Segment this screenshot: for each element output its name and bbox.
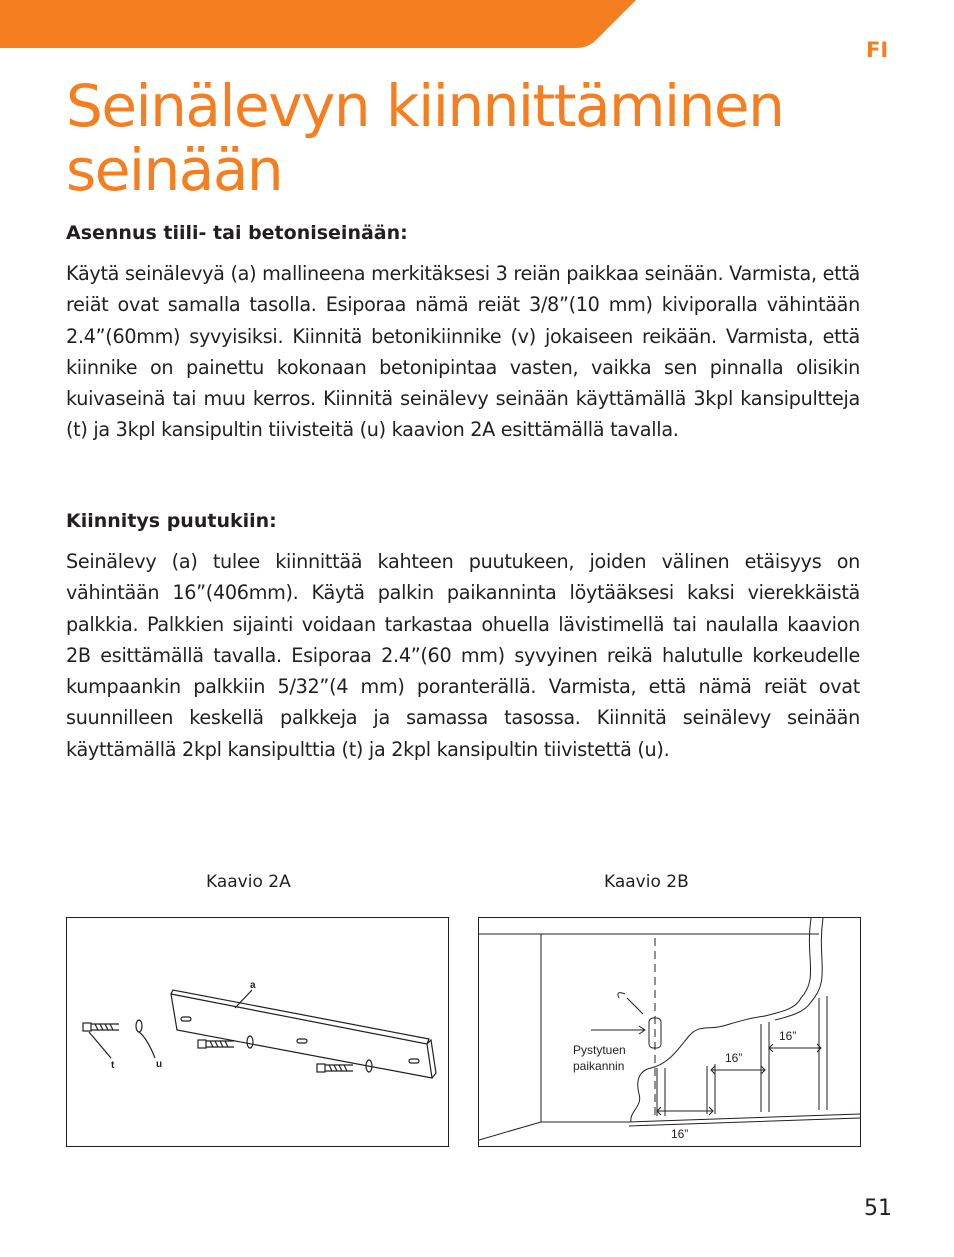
page-title: Seinälevyn kiinnittäminen seinään <box>66 72 784 204</box>
bolt-1 <box>83 1023 119 1031</box>
section-heading-wood: Kiinnitys puutukiin: <box>66 510 277 532</box>
figure-2b-caption: Kaavio 2B <box>604 872 689 892</box>
stud-finder-label-2: paikannin <box>573 1059 625 1073</box>
figure-2b <box>478 917 861 1147</box>
label-bolt-t: t <box>111 1060 115 1071</box>
wall-plate-illustration <box>67 918 448 1146</box>
dimension-label-1: 16” <box>779 1029 797 1043</box>
language-tag: FI <box>866 38 889 62</box>
header-accent-bar <box>0 0 640 48</box>
page-number: 51 <box>864 1196 892 1221</box>
section-text-wood: Seinälevy (a) tulee kiinnittää kahteen puutukeen, joiden välinen etäisyys on vähintään 16”(406mm). Käytä palkin paikanninta löytääksesi kaksi vierekkäistä palkkia. Palkkien sijainti voidaan tarkastaa ohuella lävistimellä tai naulalla kaavion 2B esittämällä tavalla. Esiporaa 2.4”(60 mm) syvyinen reikä halutulle korkeudelle kumpaankin palkkiin 5/32”(4 mm) poranterällä. Varmista, että nämä reiät ovat suunnilleen keskellä palkkeja ja samassa tasossa. Kiinnitä seinälevy seinään käyttämällä 2kpl kansipulttia (t) ja 2kpl kansipultin tiivistettä (u). <box>66 550 860 761</box>
section-text-brick: Käytä seinälevyä (a) mallineena merkitäksesi 3 reiän paikkaa seinään. Varmista, että reiät ovat samalla tasolla. Esiporaa nämä reiät 3/8”(10 mm) kiviporalla vähintään 2.4”(60mm) syvyisiksi. Kiinnitä betonikiinnike (v) jokaiseen reikään. Varmista, että kiinnike on painettu kokonaan betonipintaa vasten, vaikka sen pinnalla olisikin kuivaseinä tai muu kerros. Kiinnitä seinälevy seinään käyttämällä 3kpl kansipultteja (t) ja 3kpl kansipultin tiivisteitä (u) kaavion 2A esittämällä tavalla. <box>66 262 860 442</box>
figure-2a-caption: Kaavio 2A <box>206 872 291 892</box>
stud-finder-illustration <box>479 918 860 1146</box>
label-washer-u: u <box>156 1059 163 1070</box>
wall-plate-shape <box>171 994 432 1078</box>
label-plate-a: a <box>250 980 256 991</box>
drywall-edge <box>631 918 811 1122</box>
stud-finder-label-1: Pystytuen <box>573 1043 626 1057</box>
dimension-label-2: 16” <box>725 1051 743 1065</box>
section-heading-brick: Asennus tiili- tai betoniseinään: <box>66 222 408 244</box>
nail-icon <box>618 993 643 1014</box>
dimension-label-3: 16” <box>671 1127 689 1141</box>
washer-1 <box>136 1020 142 1032</box>
figure-2a <box>66 917 449 1147</box>
